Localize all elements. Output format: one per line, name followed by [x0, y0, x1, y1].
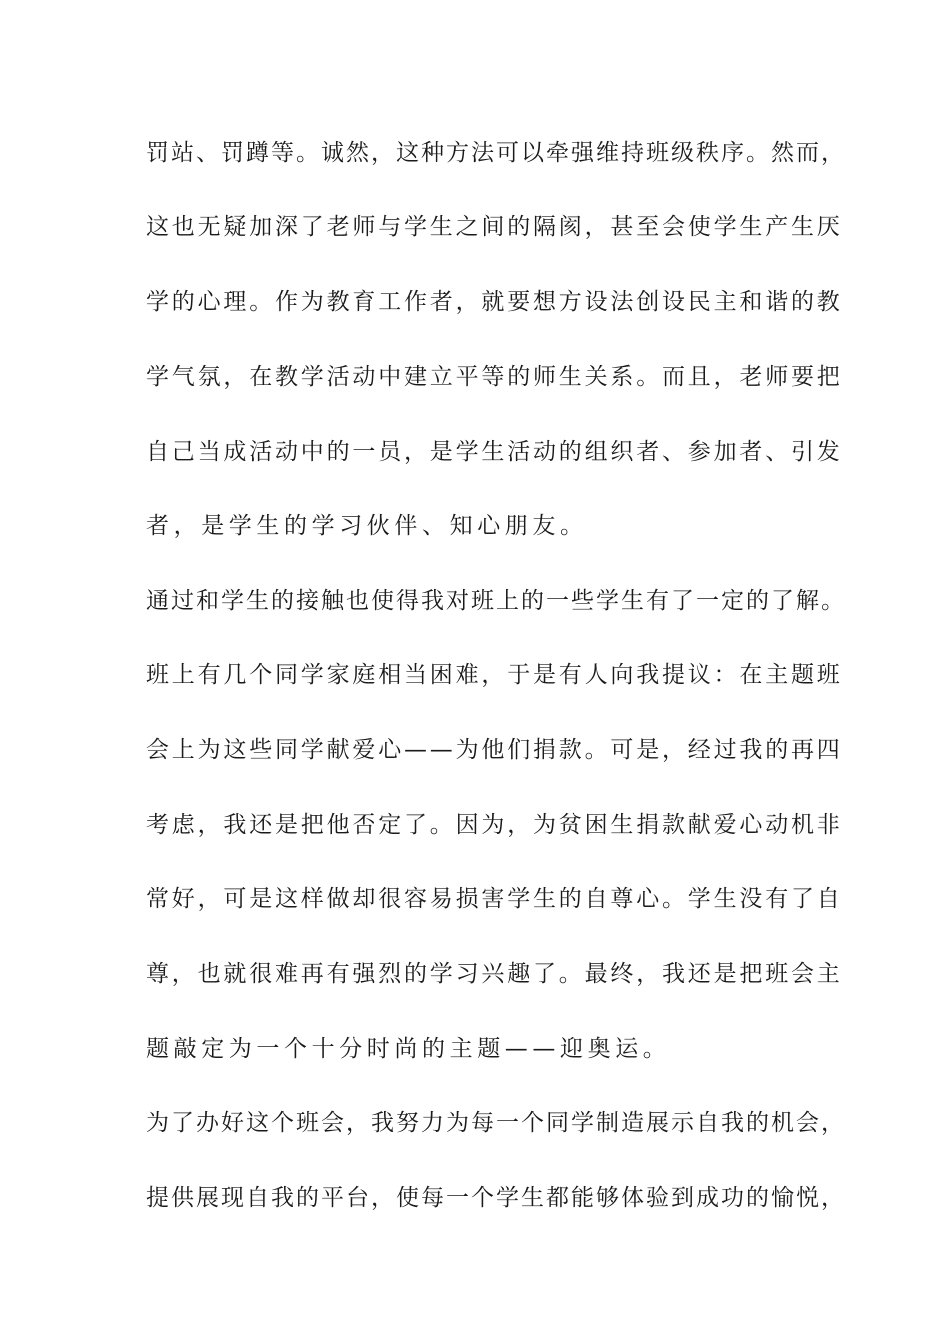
text-line: 班上有几个同学家庭相当困难，于是有人向我提议：在主题班	[146, 662, 843, 688]
text-line: 者，是学生的学习伙伴、知心朋友。	[146, 513, 588, 539]
text-line: 学气氛，在教学活动中建立平等的师生关系。而且，老师要把	[146, 364, 843, 390]
text-line: 题敲定为一个十分时尚的主题——迎奥运。	[146, 1036, 671, 1062]
text-line: 学的心理。作为教育工作者，就要想方设法创设民主和谐的教	[146, 289, 843, 315]
text-line: 通过和学生的接触也使得我对班上的一些学生有了一定的了解。	[146, 588, 846, 614]
text-line: 这也无疑加深了老师与学生之间的隔阂，甚至会使学生产生厌	[146, 214, 843, 240]
text-line: 考虑，我还是把他否定了。因为，为贫困生捐款献爱心动机非	[146, 812, 843, 838]
text-line: 常好，可是这样做却很容易损害学生的自尊心。学生没有了自	[146, 886, 843, 912]
text-line: 罚站、罚蹲等。诚然，这种方法可以牵强维持班级秩序。然而，	[146, 140, 846, 166]
text-line: 为了办好这个班会，我努力为每一个同学制造展示自我的机会，	[146, 1110, 846, 1136]
text-line: 自己当成活动中的一员，是学生活动的组织者、参加者、引发	[146, 439, 843, 465]
text-line: 提供展现自我的平台，使每一个学生都能够体验到成功的愉悦，	[146, 1185, 846, 1211]
text-line: 尊，也就很难再有强烈的学习兴趣了。最终，我还是把班会主	[146, 961, 843, 987]
text-line: 会上为这些同学献爱心——为他们捐款。可是，经过我的再四	[146, 737, 843, 763]
